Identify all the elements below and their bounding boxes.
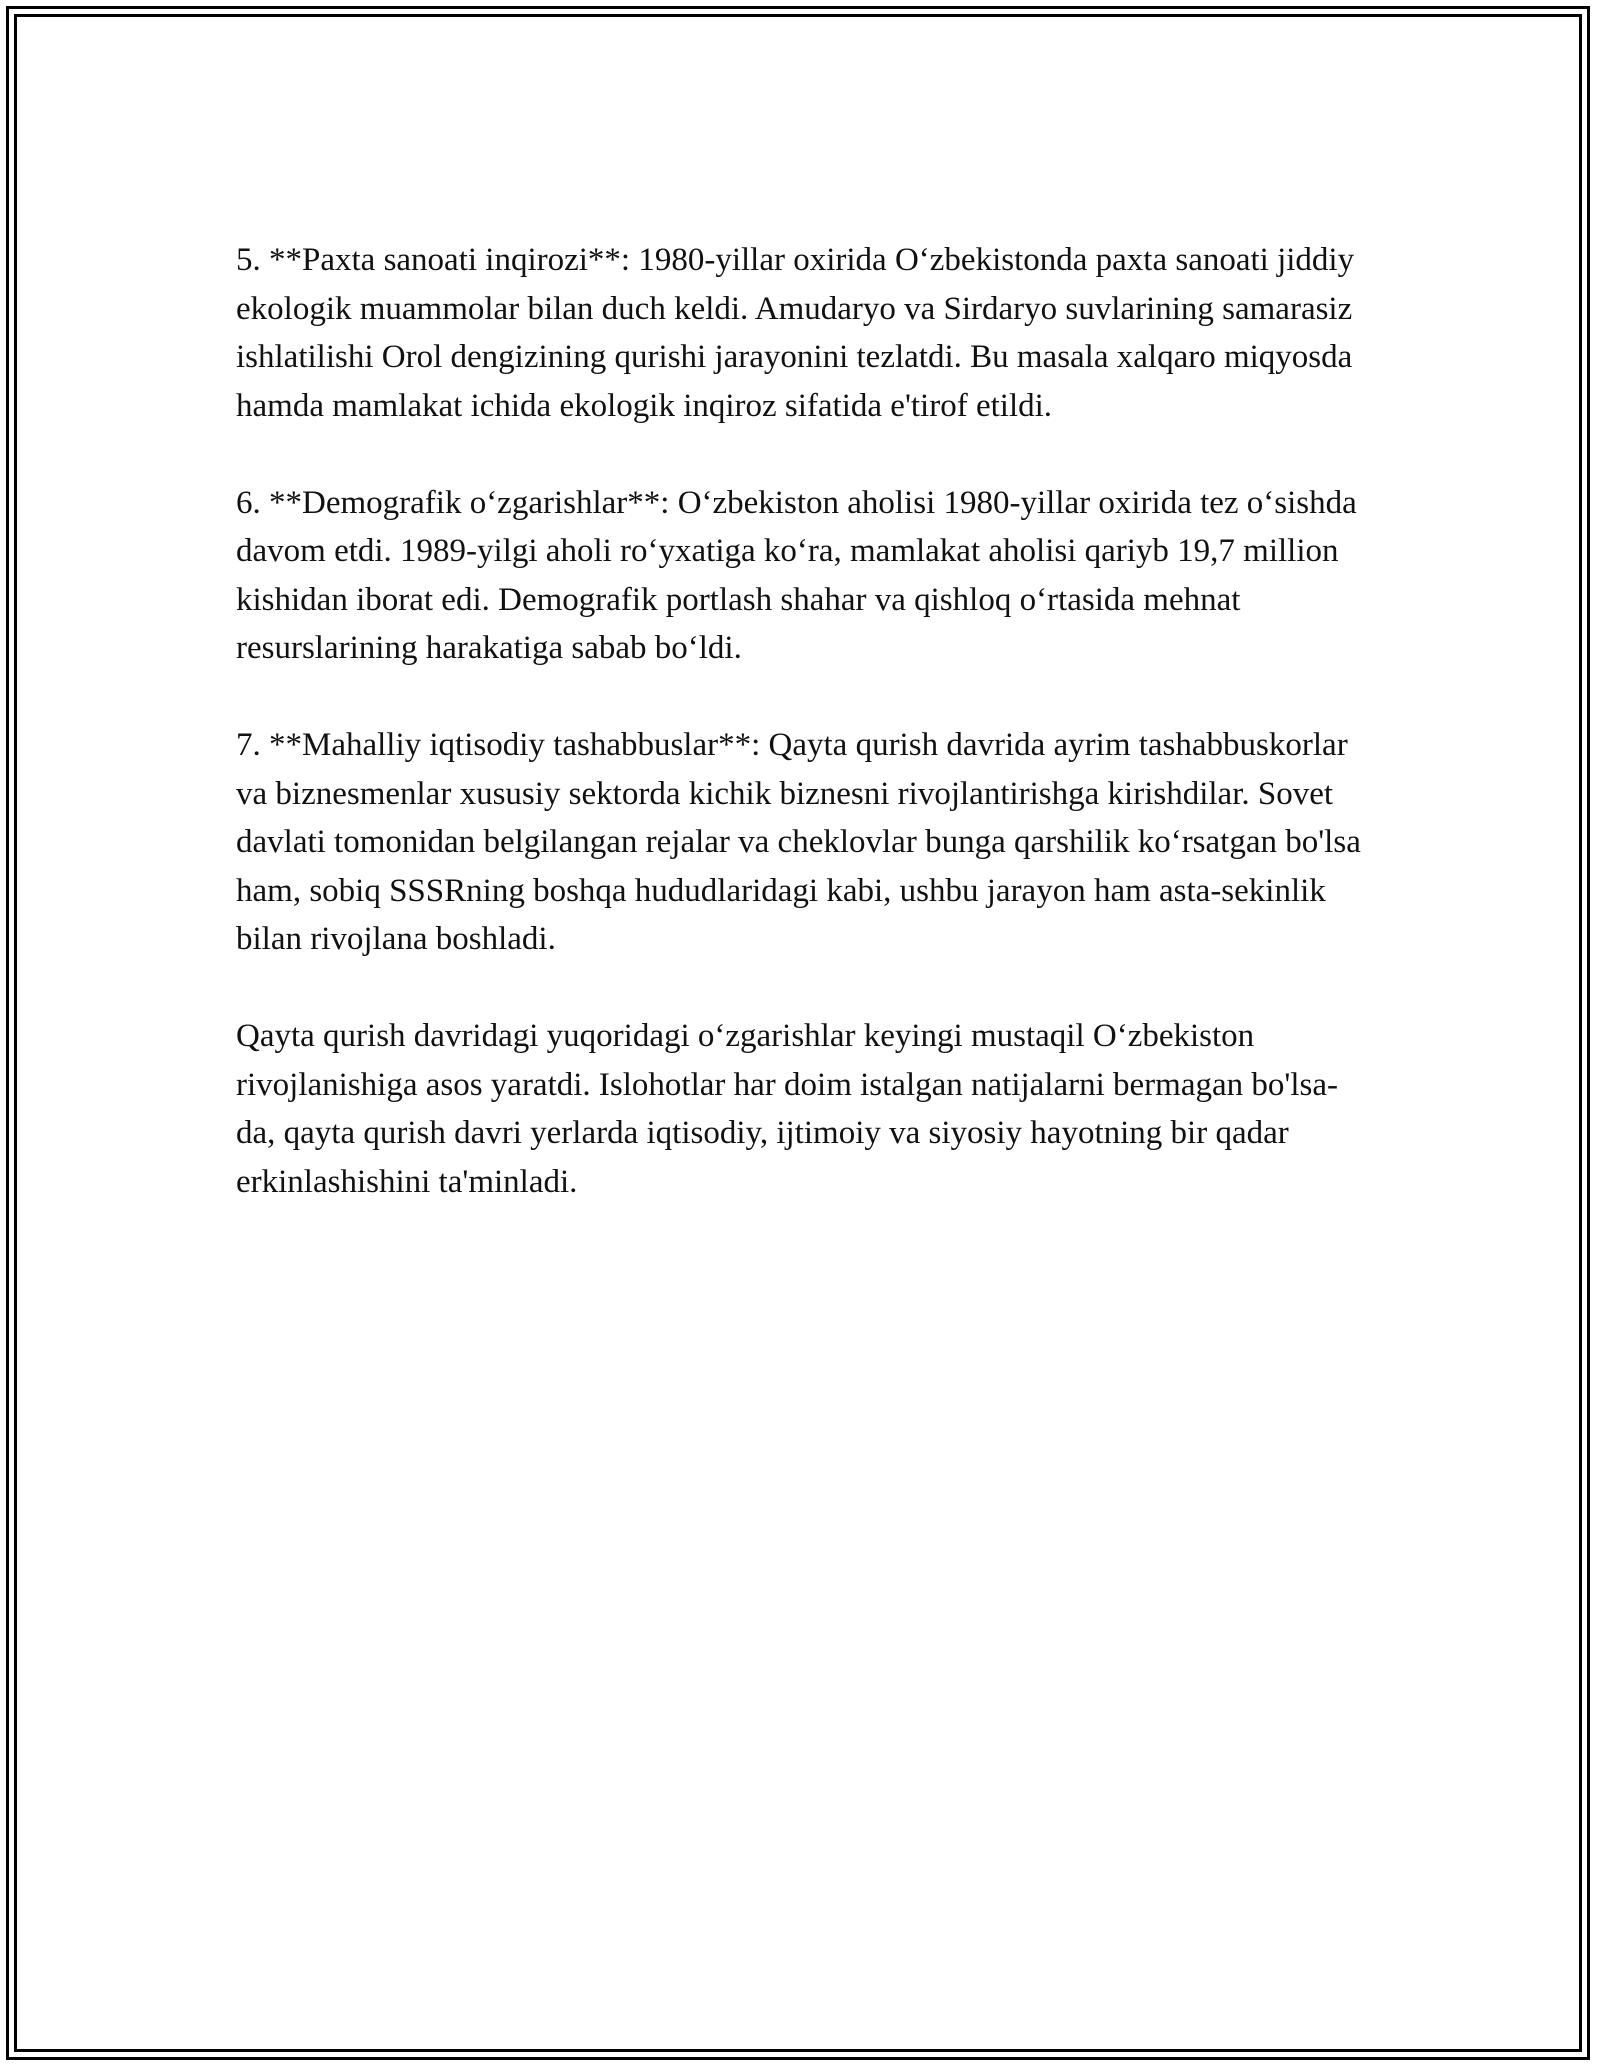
paragraph-demographic-changes: 6. **Demografik o‘zgarishlar**: O‘zbekiston aholisi 1980-yillar oxirida tez o‘sishda davom etdi. 1989-yilgi aholi ro‘yxatiga ko‘ra, mamlakat aholisi qariyb 19,7 million kishidan iborat edi. Demografik portlash shahar va qishloq o‘rtasida mehnat resurslarining harakatiga sabab bo‘ldi.	[236, 484, 1357, 666]
document-body	[236, 236, 1376, 1206]
paragraph-local-economic-initiatives: 7. **Mahalliy iqtisodiy tashabbuslar**: Qayta qurish davrida ayrim tashabbuskorlar va biznesmenlar xususiy sektorda kichik biznesni rivojlantirishga kirishdilar. Sovet davlati tomonidan belgilangan rejalar va cheklovlar bunga qarshilik ko‘rsatgan bo'lsa ham, sobiq SSSRning boshqa hududlaridagi kabi, ushbu jarayon ham asta-sekinlik bilan rivojlana boshladi.	[236, 727, 1361, 957]
paragraph-conclusion: Qayta qurish davridagi yuqoridagi o‘zgarishlar keyingi mustaqil O‘zbekiston rivojlanishiga asos yaratdi. Islohotlar har doim istalgan natijalarni bermagan bo'lsa-da, qayta qurish davri yerlarda iqtisodiy, ijtimoiy va siyosiy hayotning bir qadar erkinlashishini ta'minladi.	[236, 1018, 1338, 1200]
paragraph-cotton-industry-crisis: 5. **Paxta sanoati inqirozi**: 1980-yillar oxirida O‘zbekistonda paxta sanoati jiddiy ekologik muammolar bilan duch keldi. Amudaryo va Sirdaryo suvlarining samarasiz ishlatilishi Orol dengizining qurishi jarayonini tezlatdi. Bu masala xalqaro miqyosda hamda mamlakat ichida ekologik inqiroz sifatida e'tirof etildi.	[236, 242, 1355, 424]
